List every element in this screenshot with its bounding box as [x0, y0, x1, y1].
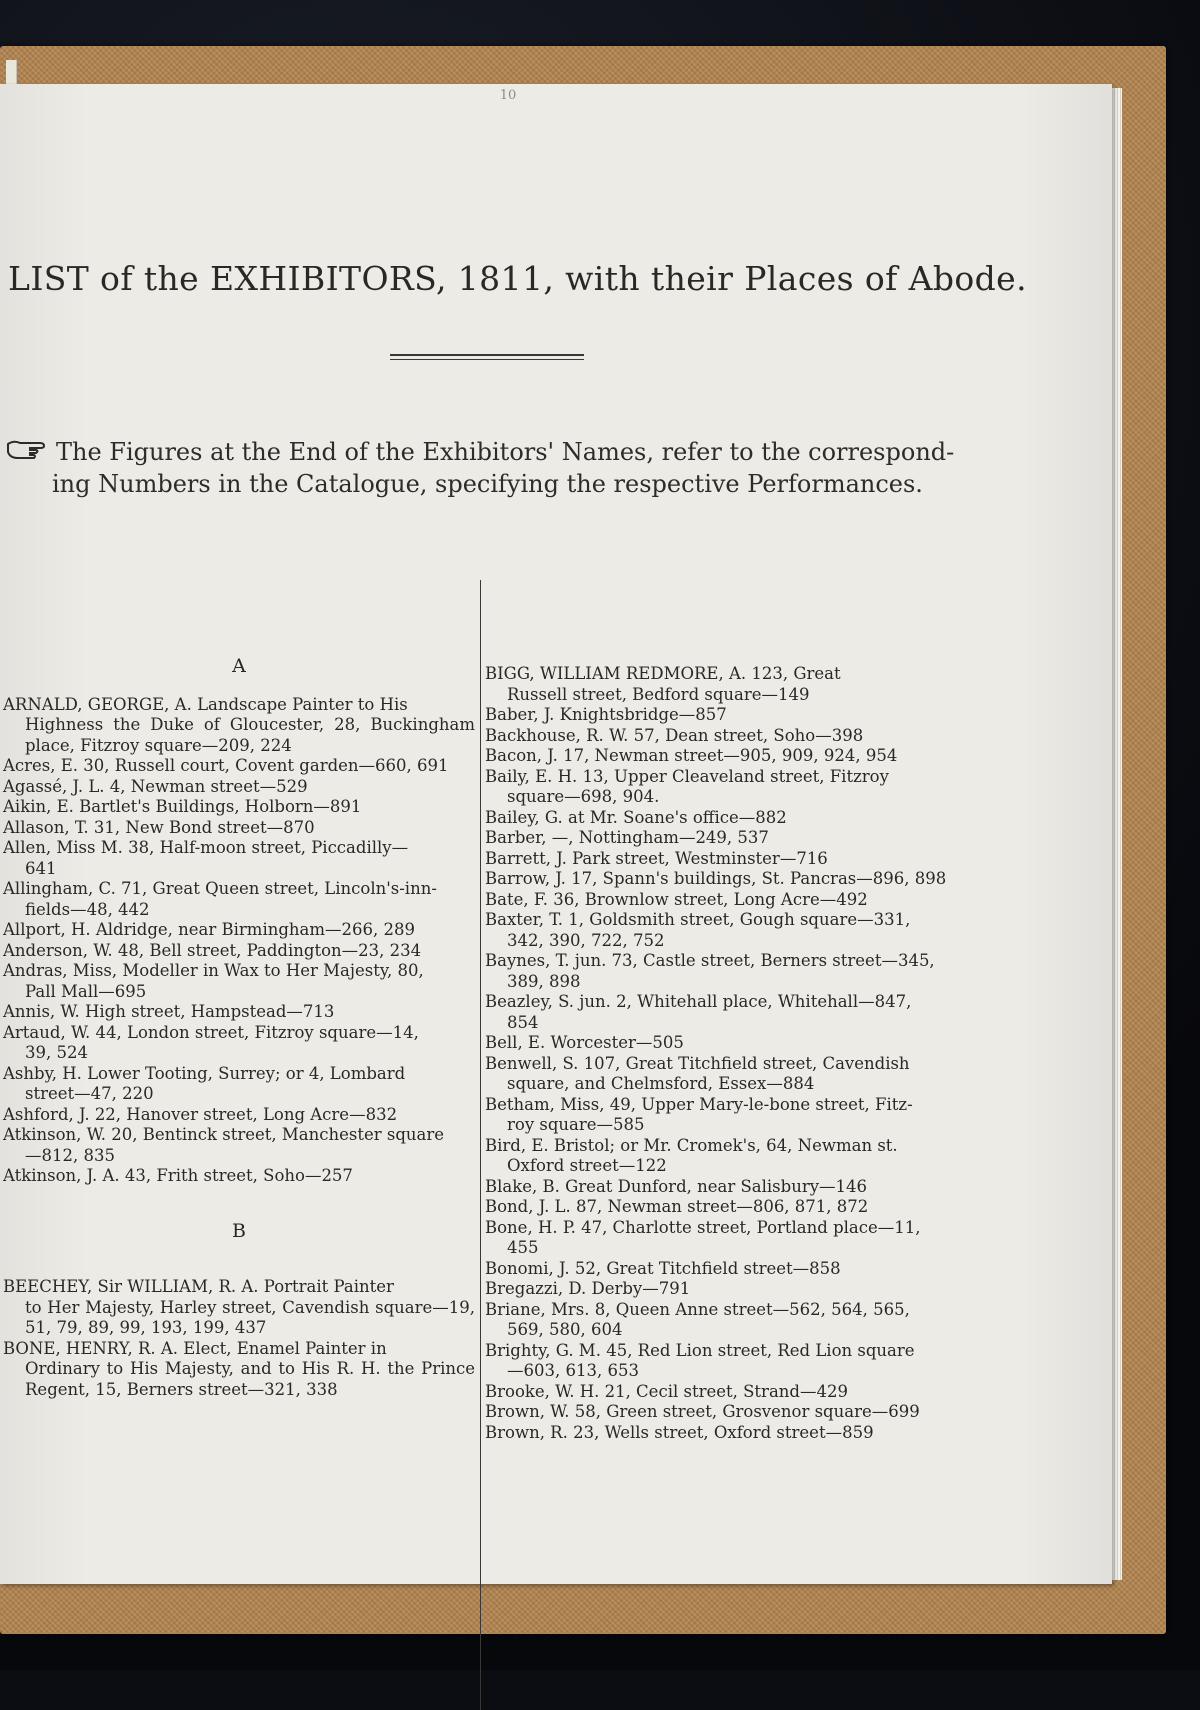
- page-title: LIST of the EXHIBITORS, 1811, with their Places of Abode.: [8, 259, 1028, 298]
- entry-continuation: 569, 580, 604: [507, 1320, 623, 1339]
- entry-first-line: Baynes, T. jun. 73, Castle street, Berners street—345,: [485, 951, 935, 970]
- exhibitor-entry: [485, 1197, 959, 1218]
- column-divider: [480, 580, 481, 1710]
- exhibitor-entry: [485, 1382, 959, 1403]
- entry-continuation: 455: [507, 1238, 539, 1257]
- entry-continuation: —812, 835: [25, 1145, 115, 1165]
- entry-first-line: Bonomi, J. 52, Great Titchfield street—858: [485, 1258, 841, 1278]
- page-stack-edge: [1112, 88, 1122, 1580]
- entry-first-line: Baily, E. H. 13, Upper Cleaveland street, Fitzroy: [485, 766, 889, 786]
- exhibitor-entry: [3, 818, 475, 839]
- entry-first-line: BEECHEY, Sir WILLIAM, R. A. Portrait Painter: [3, 1277, 394, 1296]
- entry-continuation: fields—48, 442: [25, 899, 150, 919]
- entry-first-line: Ashby, H. Lower Tooting, Surrey; or 4, Lombard: [3, 1063, 406, 1083]
- entry-continuation: 39, 524: [25, 1043, 88, 1062]
- entry-continuation: —603, 613, 653: [507, 1361, 639, 1380]
- exhibitor-entry: [3, 1277, 475, 1339]
- exhibitor-entry: [485, 1177, 959, 1198]
- entry-continuation: roy square—585: [507, 1115, 645, 1134]
- note-line-1: The Figures at the End of the Exhibitors' Names, refer to the correspond-: [56, 438, 955, 466]
- exhibitor-entry: [485, 828, 959, 849]
- entry-first-line: Betham, Miss, 49, Upper Mary-le-bone street, Fitz-: [485, 1094, 913, 1114]
- exhibitor-entry: [485, 951, 959, 992]
- exhibitor-entry: [485, 1054, 959, 1095]
- entry-first-line: Allport, H. Aldridge, near Birmingham—266, 289: [3, 920, 416, 939]
- entry-first-line: Anderson, W. 48, Bell street, Paddington—23, 234: [3, 940, 422, 960]
- entry-first-line: Beazley, S. jun. 2, Whitehall place, Whitehall—847,: [485, 992, 912, 1011]
- catalogue-note: [6, 436, 966, 500]
- exhibitor-entry: [485, 1300, 959, 1341]
- section-b-list: [3, 1277, 475, 1400]
- exhibitor-entry: [485, 1095, 959, 1136]
- section-a-list: [3, 695, 475, 1187]
- title-rule: [390, 354, 584, 363]
- document-page: [0, 84, 1112, 1584]
- exhibitor-entry: [485, 746, 959, 767]
- entry-first-line: Allingham, C. 71, Great Queen street, Lincoln's-inn-: [3, 879, 437, 898]
- entry-first-line: Brighty, G. M. 45, Red Lion street, Red Lion square: [485, 1340, 915, 1360]
- exhibitor-entry: [3, 695, 475, 757]
- entry-first-line: Atkinson, J. A. 43, Frith street, Soho—257: [3, 1166, 353, 1185]
- exhibitor-entry: [3, 756, 475, 777]
- exhibitor-entry: [3, 1166, 475, 1187]
- exhibitor-entry: [485, 1423, 959, 1444]
- exhibitor-entry: [485, 849, 959, 870]
- exhibitor-entry: [3, 1125, 475, 1166]
- entry-continuation: square—698, 904.: [507, 787, 660, 806]
- entry-first-line: Brooke, W. H. 21, Cecil street, Strand—429: [485, 1381, 848, 1401]
- exhibitor-entry: [485, 1136, 959, 1177]
- entry-continuation: Ordinary to His Majesty, and to His R. H. the Prince Regent, 15, Berners street—321, 338: [25, 1359, 475, 1399]
- entry-first-line: BIGG, WILLIAM REDMORE, A. 123, Great: [485, 664, 841, 683]
- entry-continuation: Oxford street—122: [507, 1156, 667, 1175]
- entry-first-line: Bone, H. P. 47, Charlotte street, Portland place—11,: [485, 1217, 921, 1237]
- entry-first-line: Brown, W. 58, Green street, Grosvenor square—699: [485, 1402, 920, 1421]
- exhibitor-entry: [485, 705, 959, 726]
- entry-first-line: BONE, HENRY, R. A. Elect, Enamel Painter in: [3, 1338, 387, 1358]
- exhibitor-entry: [485, 1402, 959, 1423]
- entry-first-line: Atkinson, W. 20, Bentinck street, Manchester square: [3, 1125, 445, 1144]
- entry-first-line: Barrow, J. 17, Spann's buildings, St. Pancras—896, 898: [485, 869, 947, 888]
- exhibitor-entry: [485, 808, 959, 829]
- entry-first-line: Bacon, J. 17, Newman street—905, 909, 924, 954: [485, 746, 898, 765]
- entry-first-line: Blake, B. Great Dunford, near Salisbury—146: [485, 1176, 868, 1196]
- entry-first-line: Baxter, T. 1, Goldsmith street, Gough square—331,: [485, 910, 911, 929]
- section-letter-a: A: [232, 655, 246, 677]
- entry-first-line: Bailey, G. at Mr. Soane's office—882: [485, 807, 787, 827]
- entry-first-line: Bird, E. Bristol; or Mr. Cromek's, 64, Newman st.: [485, 1135, 898, 1155]
- exhibitor-entry: [485, 1279, 959, 1300]
- pointing-hand-icon: [6, 436, 56, 468]
- exhibitor-entry: [485, 869, 959, 890]
- entry-continuation: Highness the Duke of Gloucester, 28, Buckingham place, Fitzroy square—209, 224: [25, 715, 475, 755]
- entry-first-line: Aikin, E. Bartlet's Buildings, Holborn—891: [3, 797, 362, 816]
- entry-first-line: Benwell, S. 107, Great Titchfield street, Cavendish: [485, 1053, 910, 1073]
- entry-continuation: 641: [25, 858, 57, 878]
- exhibitor-entry: [485, 1033, 959, 1054]
- exhibitor-entry: [485, 910, 959, 951]
- exhibitor-entry: [485, 1341, 959, 1382]
- entry-first-line: Annis, W. High street, Hampstead—713: [3, 1002, 335, 1021]
- entry-continuation: to Her Majesty, Harley street, Cavendish square—19, 51, 79, 89, 99, 193, 199, 437: [25, 1297, 475, 1337]
- entry-continuation: Russell street, Bedford square—149: [507, 684, 810, 704]
- exhibitor-entry: [485, 992, 959, 1033]
- entry-continuation: 854: [507, 1012, 539, 1032]
- exhibitor-entry: [485, 726, 959, 747]
- entry-first-line: Backhouse, R. W. 57, Dean street, Soho—398: [485, 725, 864, 745]
- section-letter-b: B: [232, 1219, 246, 1242]
- entry-first-line: Barber, —, Nottingham—249, 537: [485, 828, 769, 847]
- page-number: 10: [499, 88, 517, 103]
- entry-first-line: Ashford, J. 22, Hanover street, Long Acre—832: [3, 1104, 398, 1124]
- exhibitor-entry: [3, 797, 475, 818]
- entry-continuation: street—47, 220: [25, 1084, 154, 1103]
- note-line-2: ing Numbers in the Catalogue, specifying the respective Performances.: [52, 470, 923, 498]
- exhibitor-entry: [3, 941, 475, 962]
- exhibitor-entry: [485, 767, 959, 808]
- right-column: [485, 574, 959, 1443]
- exhibitor-entry: [3, 961, 475, 1002]
- entry-first-line: Allen, Miss M. 38, Half-moon street, Piccadilly—: [3, 838, 409, 857]
- entry-first-line: Bate, F. 36, Brownlow street, Long Acre—492: [485, 889, 868, 909]
- exhibitor-entry: [3, 920, 475, 941]
- exhibitor-entry: [3, 1023, 475, 1064]
- entry-first-line: Artaud, W. 44, London street, Fitzroy square—14,: [3, 1022, 419, 1042]
- entry-continuation: 389, 898: [507, 971, 581, 991]
- entry-continuation: square, and Chelmsford, Essex—884: [507, 1074, 815, 1093]
- entry-first-line: ARNALD, GEORGE, A. Landscape Painter to His: [3, 694, 408, 714]
- exhibitor-entry: [3, 1064, 475, 1105]
- entry-first-line: Bell, E. Worcester—505: [485, 1033, 684, 1052]
- left-column: [3, 574, 475, 1400]
- exhibitor-entry: [485, 1218, 959, 1259]
- entry-first-line: Briane, Mrs. 8, Queen Anne street—562, 564, 565,: [485, 1299, 910, 1319]
- entry-first-line: Allason, T. 31, New Bond street—870: [3, 817, 315, 837]
- exhibitor-entry: [3, 879, 475, 920]
- exhibitor-entry: [3, 838, 475, 879]
- exhibitor-entry: [485, 890, 959, 911]
- entry-continuation: Pall Mall—695: [25, 981, 147, 1001]
- exhibitor-entry: [3, 777, 475, 798]
- entry-first-line: Brown, R. 23, Wells street, Oxford street—859: [485, 1422, 874, 1442]
- exhibitor-entry: [3, 1105, 475, 1126]
- entry-first-line: Barrett, J. Park street, Westminster—716: [485, 848, 828, 868]
- exhibitor-entry: [485, 1259, 959, 1280]
- entry-first-line: Bregazzi, D. Derby—791: [485, 1279, 691, 1298]
- entry-first-line: Baber, J. Knightsbridge—857: [485, 705, 727, 724]
- exhibitor-entry: [3, 1339, 475, 1401]
- exhibitor-entry: [3, 1002, 475, 1023]
- entry-first-line: Acres, E. 30, Russell court, Covent garden—660, 691: [3, 756, 449, 775]
- entry-continuation: 342, 390, 722, 752: [507, 930, 665, 950]
- entry-first-line: Agassé, J. L. 4, Newman street—529: [3, 776, 308, 796]
- entry-first-line: Andras, Miss, Modeller in Wax to Her Majesty, 80,: [3, 961, 424, 980]
- entry-first-line: Bond, J. L. 87, Newman street—806, 871, 872: [485, 1197, 869, 1216]
- exhibitor-entry: [485, 664, 959, 705]
